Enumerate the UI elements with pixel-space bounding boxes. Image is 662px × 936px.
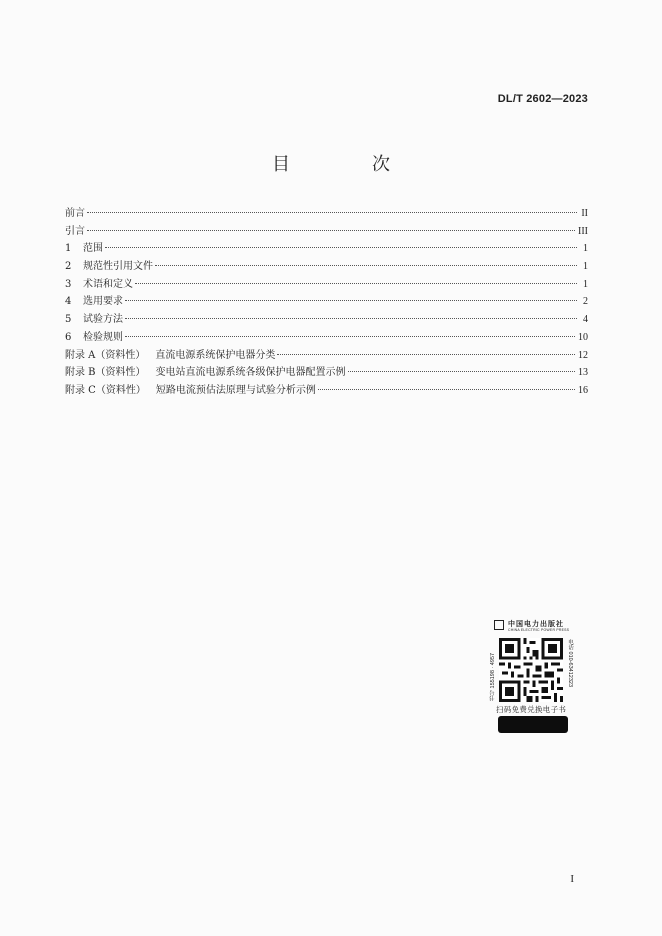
toc-entry[interactable] (65, 364, 588, 382)
qr-publisher-en: CHINA ELECTRIC POWER PRESS (508, 628, 570, 632)
redacted-code (498, 716, 568, 733)
toc-page: 2 (583, 296, 588, 308)
toc-entry[interactable] (65, 311, 588, 329)
publisher-logo-icon (494, 620, 504, 630)
toc-leader (135, 283, 577, 284)
toc-leader (318, 389, 575, 390)
page-title: 目 次 (272, 154, 422, 175)
toc-page: II (581, 208, 588, 219)
toc-appendix-number: 附录 B（资料性） (65, 367, 146, 379)
qr-caption: 扫码免费兑换电子书 (496, 705, 567, 714)
toc-leader (277, 354, 575, 355)
toc-page: 1 (583, 243, 588, 255)
toc-page: 4 (583, 314, 588, 326)
toc-number: 6 (65, 331, 72, 343)
toc-number: 4 (65, 296, 72, 308)
toc-label: 检验规则 (83, 331, 123, 343)
toc-number: 1 (65, 243, 72, 255)
toc-number: 3 (65, 278, 72, 290)
toc-label: 直流电源系统保护电器分类 (155, 349, 276, 361)
toc-page: 16 (578, 384, 588, 396)
toc-leader (87, 230, 575, 231)
toc-appendix-number: 附录 A（资料性） (65, 349, 146, 361)
toc-entry[interactable] (65, 382, 588, 400)
toc-label: 术语和定义 (83, 278, 133, 290)
toc-appendix-number: 附录 C（资料性） (65, 384, 146, 396)
toc-leader (125, 318, 577, 319)
toc-page: 13 (578, 367, 588, 379)
qr-publisher: 中国电力出版社 (508, 619, 564, 628)
toc-leader (125, 336, 575, 337)
toc-entry[interactable] (65, 329, 588, 347)
toc-page: 12 (578, 349, 588, 361)
toc-page: 10 (578, 331, 588, 343)
toc-leader (155, 265, 577, 266)
toc-entry[interactable] (65, 276, 588, 294)
qr-code-icon[interactable] (499, 638, 563, 702)
toc-label: 试验方法 (83, 314, 123, 326)
toc-label: 前言 (65, 208, 85, 219)
toc-page: III (578, 225, 588, 237)
toc-number: 2 (65, 261, 72, 273)
toc-entry[interactable] (65, 205, 588, 223)
toc-label: 范围 (83, 243, 103, 255)
toc-entry[interactable] (65, 347, 588, 365)
page-number: I (570, 873, 574, 885)
toc-leader (348, 371, 575, 372)
toc-page: 1 (583, 261, 588, 273)
toc-label: 规范性引用文件 (83, 261, 153, 273)
toc-page: 1 (583, 278, 588, 290)
qr-side-text-right: 电话 010-63412323 (567, 639, 573, 688)
qr-sticker[interactable] (486, 617, 576, 735)
toc-leader (125, 300, 577, 301)
toc-entry[interactable] (65, 293, 588, 311)
toc-label: 选用要求 (83, 296, 123, 308)
toc-label: 变电站直流电源系统各级保护电器配置示例 (155, 367, 346, 379)
toc-entry[interactable] (65, 258, 588, 276)
toc-label: 引言 (65, 225, 85, 237)
toc-leader (105, 247, 577, 248)
doc-code: DL/T 2602—2023 (497, 93, 588, 105)
toc-label: 短路电流预估法原理与试验分析示例 (155, 384, 316, 396)
toc-entry[interactable] (65, 223, 588, 241)
table-of-contents (65, 205, 588, 400)
toc-number: 5 (65, 314, 72, 326)
toc-leader (87, 212, 577, 213)
toc-entry[interactable] (65, 240, 588, 258)
qr-side-text-left: 书号 155198 · 4957 (490, 652, 496, 701)
